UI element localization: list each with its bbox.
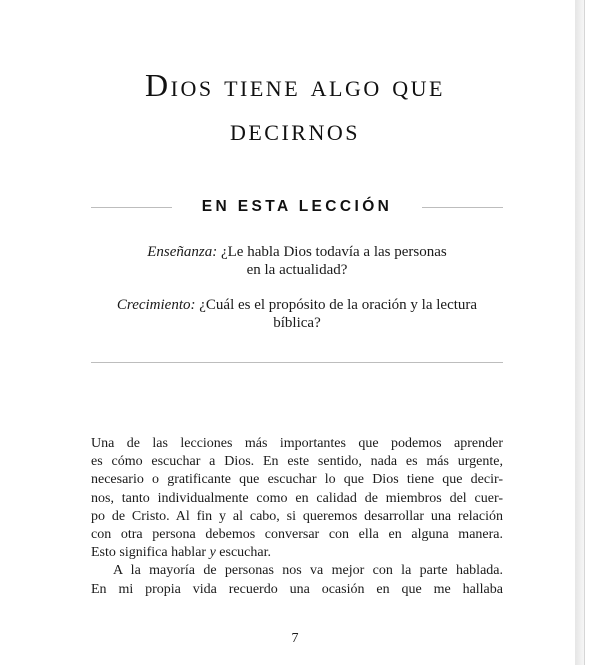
page-number: 7	[291, 631, 299, 646]
lesson-teaching-line-2: en la actualidad?	[246, 262, 348, 278]
lesson-growth-text: ¿Cuál es el propósito de la oración y la lectura	[195, 297, 478, 313]
section-divider	[91, 362, 503, 363]
body-line	[91, 544, 503, 562]
body-line-emphasis: y	[209, 545, 216, 561]
body-line: es cómo escuchar a Dios. En este sentido, nada es más urgente,	[91, 454, 503, 470]
body-line: po de Cristo. Al fin y al cabo, si queremos desarrollar una relación	[91, 508, 503, 524]
body-text	[91, 435, 503, 599]
lesson-growth-line-1	[91, 296, 503, 314]
lesson-teaching	[91, 243, 503, 279]
lesson-growth-label: Crecimiento:	[116, 297, 196, 313]
body-line: En mi propia vida recuerdo una ocasión en que me hallaba	[91, 581, 503, 597]
body-line: con otra persona debemos conversar con ella en alguna manera.	[91, 527, 503, 543]
lesson-growth-line-2: bíblica?	[273, 315, 321, 331]
chapter-title-line-1: Dios tiene algo que	[145, 67, 445, 104]
chapter-title-line-2: decirnos	[229, 111, 360, 148]
section-rule-right	[422, 207, 503, 208]
body-line: A la mayoría de personas nos va mejor con la parte hablada.	[113, 563, 503, 579]
section-heading-label: EN ESTA LECCIÓN	[201, 198, 393, 215]
body-line: necesario o gratificante que escuchar lo que Dios tiene que decir-	[91, 472, 503, 488]
body-line-suffix: escuchar.	[215, 545, 271, 561]
lesson-teaching-line-1	[91, 243, 503, 261]
chapter-title	[0, 63, 590, 151]
section-heading	[91, 197, 503, 217]
body-line-prefix: Esto significa hablar	[91, 545, 210, 561]
lesson-teaching-text: ¿Le habla Dios todavía a las personas	[217, 244, 447, 260]
body-line: Una de las lecciones más importantes que podemos aprender	[91, 436, 503, 451]
lesson-teaching-label: Enseñanza:	[147, 244, 218, 260]
body-line: nos, tanto individualmente como en calidad de miembros del cuer-	[91, 490, 503, 506]
lesson-growth	[91, 296, 503, 332]
